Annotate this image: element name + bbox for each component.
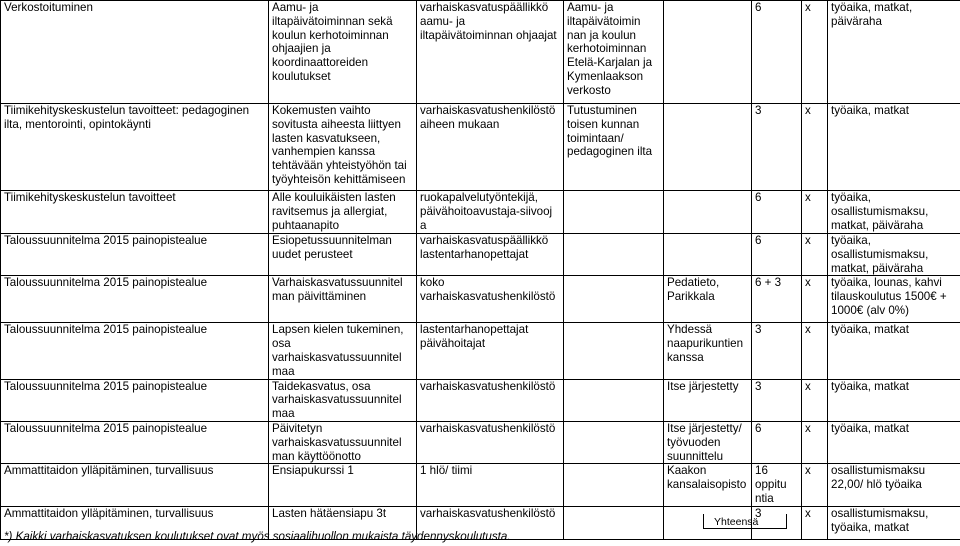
goal-cell: Tiimikehityskeskustelun tavoitteet (1, 191, 269, 234)
amount-cell: 3 (752, 323, 802, 379)
training-topic-cell: Aamu- ja iltapäivätoiminnan sekä koulun kerhotoiminnan ohjaajien ja koordinaattoreiden koulutukset (269, 1, 417, 104)
costs-cell: työaika, matkat (828, 323, 960, 379)
organizer-cell (564, 191, 664, 234)
amount-cell: 6 (752, 234, 802, 276)
times-cell: x (802, 379, 828, 421)
organizer-cell (564, 234, 664, 276)
participants-cell: varhaiskasvatushenkilöstö (417, 379, 564, 421)
training-topic-cell: Varhaiskasvatussuunnitel man päivittäminen (269, 276, 417, 323)
amount-cell: 3 (752, 379, 802, 421)
training-topic-cell: Päivitetyn varhaiskasvatussuunnitel man käyttöönotto (269, 421, 417, 463)
goal-cell: Taloussuunnitelma 2015 painopistealue (1, 234, 269, 276)
participants-cell: varhaiskasvatushenkilöstö (417, 506, 564, 539)
organizer-cell (564, 379, 664, 421)
provider-cell: Itse järjestetty (664, 379, 752, 421)
goal-cell: Ammattitaidon ylläpitäminen, turvallisuus (1, 464, 269, 506)
footnote: *) Kaikki varhaiskasvatuksen koulutukset ovat myös sosiaalihuollon mukaista täydennyskoulutusta. (4, 530, 511, 543)
table-row (1, 379, 960, 421)
provider-cell: Kaakon kansalaisopisto (664, 464, 752, 506)
times-cell: x (802, 506, 828, 539)
provider-cell: Pedatieto, Parikkala (664, 276, 752, 323)
times-cell: x (802, 464, 828, 506)
training-topic-cell: Kokemusten vaihto sovitusta aiheesta liittyen lasten kasvatukseen, vanhempien kanssa tehtävään yhteistyöhön tai työyhteisön kehittämiseen (269, 104, 417, 191)
amount-cell: 3 (752, 506, 802, 539)
table-row (1, 234, 960, 276)
costs-cell: osallistumismaksu 22,00/ hlö työaika (828, 464, 960, 506)
costs-cell: työaika, osallistumismaksu, matkat, päiväraha (828, 191, 960, 234)
organizer-cell: Aamu- ja iltapäivätoimin nan ja koulun kerhotoiminnan Etelä-Karjalan ja Kymenlaakson verkosto (564, 1, 664, 104)
amount-cell: 16 oppitu ntia (752, 464, 802, 506)
table-row (1, 104, 960, 191)
costs-cell: osallistumismaksu, työaika, matkat (828, 506, 960, 539)
costs-cell: työaika, matkat (828, 379, 960, 421)
training-topic-cell: Esiopetussuunnitelman uudet perusteet (269, 234, 417, 276)
participants-cell: ruokapalvelutyöntekijä, päivähoitoavustaja-siivooj a (417, 191, 564, 234)
costs-cell: työaika, matkat (828, 421, 960, 463)
organizer-cell (564, 464, 664, 506)
amount-cell: 3 (752, 104, 802, 191)
goal-cell: Taloussuunnitelma 2015 painopistealue (1, 379, 269, 421)
goal-cell: Tiimikehityskeskustelun tavoitteet: pedagoginen ilta, mentorointi, opintokäynti (1, 104, 269, 191)
times-cell: x (802, 1, 828, 104)
table-row (1, 191, 960, 234)
table-row (1, 323, 960, 379)
amount-cell: 6 (752, 421, 802, 463)
times-cell: x (802, 104, 828, 191)
costs-cell: työaika, matkat (828, 104, 960, 191)
participants-cell: varhaiskasvatushenkilöstö (417, 421, 564, 463)
goal-cell: Taloussuunnitelma 2015 painopistealue (1, 323, 269, 379)
times-cell: x (802, 276, 828, 323)
table-row (1, 1, 960, 104)
organizer-cell: Tutustuminen toisen kunnan toimintaan/ pedagoginen ilta (564, 104, 664, 191)
participants-cell: 1 hlö/ tiimi (417, 464, 564, 506)
provider-cell: Itse järjestetty/ työvuoden suunnittelu (664, 421, 752, 463)
goal-cell: Taloussuunnitelma 2015 painopistealue (1, 276, 269, 323)
provider-cell: Yhdessä naapurikuntien kanssa (664, 323, 752, 379)
training-topic-cell: Taidekasvatus, osa varhaiskasvatussuunnitel maa (269, 379, 417, 421)
organizer-cell (564, 323, 664, 379)
goal-cell: Verkostoituminen (1, 1, 269, 104)
costs-cell: työaika, matkat, päiväraha (828, 1, 960, 104)
costs-cell: työaika, osallistumismaksu, matkat, päiväraha (828, 234, 960, 276)
participants-cell: varhaiskasvatuspäällikkö lastentarhanopettajat (417, 234, 564, 276)
amount-cell: 6 + 3 (752, 276, 802, 323)
training-topic-cell: Lasten hätäensiapu 3t (269, 506, 417, 539)
amount-cell: 6 (752, 1, 802, 104)
times-cell: x (802, 421, 828, 463)
participants-cell: lastentarhanopettajat päivähoitajat (417, 323, 564, 379)
provider-cell (664, 191, 752, 234)
organizer-cell (564, 276, 664, 323)
table-row (1, 421, 960, 463)
participants-cell: koko varhaiskasvatushenkilöstö (417, 276, 564, 323)
participants-cell: varhaiskasvatuspäällikkö aamu- ja iltapäivätoiminnan ohjaajat (417, 1, 564, 104)
training-topic-cell: Lapsen kielen tukeminen, osa varhaiskasvatussuunnitel maa (269, 323, 417, 379)
goal-cell: Ammattitaidon ylläpitäminen, turvallisuus (1, 506, 269, 539)
organizer-cell (564, 506, 664, 539)
times-cell: x (802, 234, 828, 276)
provider-cell (664, 104, 752, 191)
table-row (1, 276, 960, 323)
goal-cell: Taloussuunnitelma 2015 painopistealue (1, 421, 269, 463)
training-topic-cell: Alle kouluikäisten lasten ravitsemus ja allergiat, puhtaanapito (269, 191, 417, 234)
participants-cell: varhaiskasvatushenkilöstö aiheen mukaan (417, 104, 564, 191)
organizer-cell (564, 421, 664, 463)
amount-cell: 6 (752, 191, 802, 234)
costs-cell: työaika, lounas, kahvi tilauskoulutus 1500€ + 1000€ (alv 0%) (828, 276, 960, 323)
training-topic-cell: Ensiapukurssi 1 (269, 464, 417, 506)
times-cell: x (802, 191, 828, 234)
provider-cell (664, 234, 752, 276)
table-row (1, 464, 960, 506)
times-cell: x (802, 323, 828, 379)
provider-cell (664, 1, 752, 104)
total-label: Yhteensä (714, 516, 759, 528)
